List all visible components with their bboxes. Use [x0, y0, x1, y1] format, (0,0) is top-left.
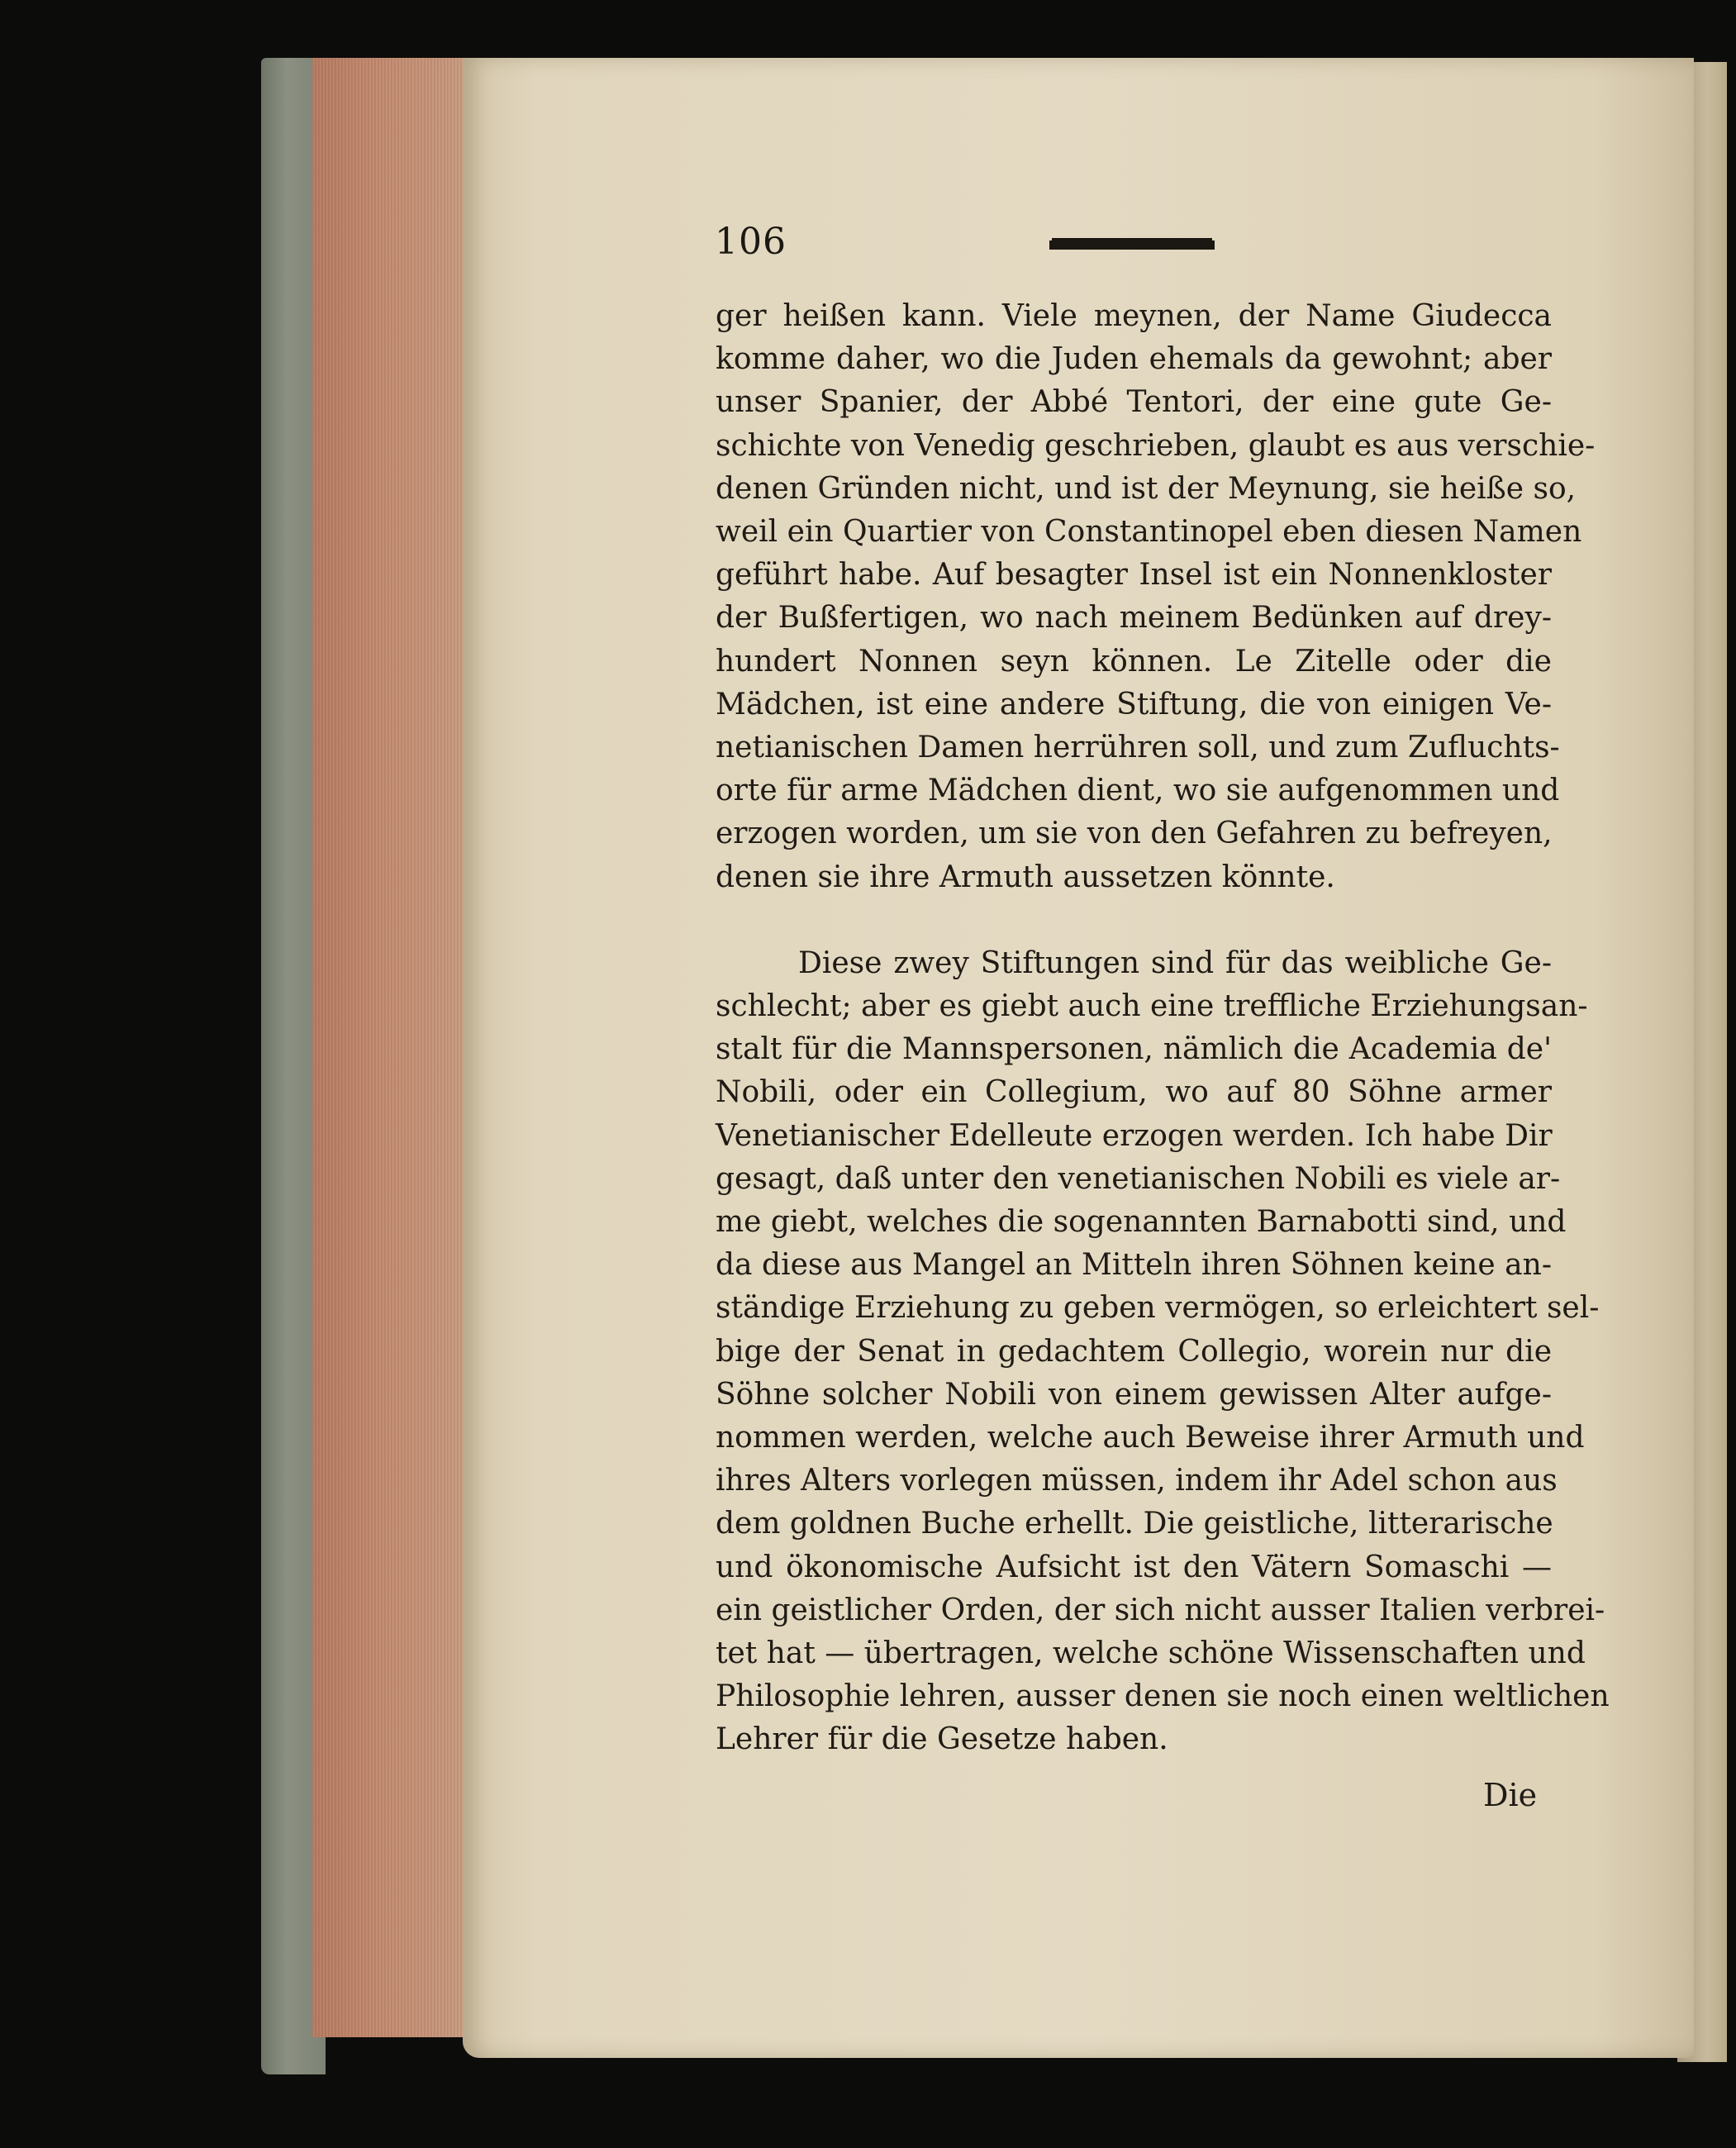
text-line: orte für arme Mädchen dient, wo sie aufgenommen und — [716, 774, 1560, 808]
text-line: ständige Erziehung zu geben vermögen, so erleichtert sel- — [716, 1291, 1600, 1326]
text-line: me giebt, welches die sogenannten Barnabotti sind, und — [716, 1205, 1567, 1239]
text-line: Mädchen, ist eine andere Stiftung, die von einigen Ve- — [716, 687, 1552, 722]
text-line: netianischen Damen herrühren soll, und zum Zufluchts- — [716, 731, 1560, 764]
text-line: dem goldnen Buche erhellt. Die geistliche, litterarische — [716, 1507, 1553, 1541]
text-line: bige der Senat in gedachtem Collegio, worein nur die — [716, 1334, 1552, 1369]
text-line: Diese zwey Stiftungen sind für das weibliche Ge- — [798, 945, 1552, 980]
text-line: unser Spanier, der Abbé Tentori, der eine gute Ge- — [716, 385, 1552, 420]
text-line: und ökonomische Aufsicht ist den Vätern Somaschi — — [716, 1550, 1552, 1584]
text-line: gesagt, daß unter den venetianischen Nobili es viele ar- — [716, 1161, 1561, 1196]
text-line: geführt habe. Auf besagter Insel ist ein Nonnenkloster — [716, 558, 1552, 593]
text-line: ihres Alters vorlegen müssen, indem ihr Adel schon aus — [716, 1464, 1558, 1498]
text-line: denen Gründen nicht, und ist der Meynung, sie heiße so, — [716, 471, 1577, 506]
text-line: hundert Nonnen seyn können. Le Zitelle oder die — [716, 644, 1552, 679]
text-line: schlecht; aber es giebt auch eine treffliche Erziehungsan- — [716, 989, 1588, 1023]
text-line: Philosophie lehren, ausser denen sie noch einen weltlichen — [716, 1679, 1610, 1714]
text-line: Venetianischer Edelleute erzogen werden. Ich habe Dir — [716, 1118, 1553, 1153]
header-rule — [1049, 241, 1215, 250]
text-line: Lehrer für die Gesetze haben. — [716, 1722, 1168, 1757]
text-line: nommen werden, welche auch Beweise ihrer Armuth und — [716, 1421, 1585, 1455]
text-line: ein geistlicher Orden, der sich nicht ausser Italien verbrei- — [716, 1593, 1605, 1627]
text-line: Söhne solcher Nobili von einem gewissen Alter aufge- — [716, 1377, 1552, 1412]
text-line: Nobili, oder ein Collegium, wo auf 80 Söhne armer — [716, 1075, 1552, 1110]
text-line: tet hat — übertragen, welche schöne Wissenschaften und — [716, 1636, 1586, 1670]
text-line: stalt für die Mannspersonen, nämlich die Academia de' — [716, 1032, 1552, 1067]
text-line: schichte von Venedig geschrieben, glaubt es aus verschie- — [716, 428, 1596, 463]
text-line: der Bußfertigen, wo nach meinem Bedünken auf drey- — [716, 601, 1552, 636]
text-line: da diese aus Mangel an Mitteln ihren Söhnen keine an- — [716, 1248, 1552, 1283]
text-line: komme daher, wo die Juden ehemals da gewohnt; aber — [716, 342, 1552, 377]
text-line: erzogen worden, um sie von den Gefahren zu befreyen, — [716, 817, 1553, 851]
page-number: 106 — [715, 221, 787, 263]
catchword: Die — [1483, 1777, 1538, 1813]
text-line: ger heißen kann. Viele meynen, der Name Giudecca — [716, 299, 1552, 333]
text-line: weil ein Quartier von Constantinopel eben diesen Namen — [716, 515, 1582, 549]
text-line: denen sie ihre Armuth aussetzen könnte. — [716, 860, 1335, 894]
